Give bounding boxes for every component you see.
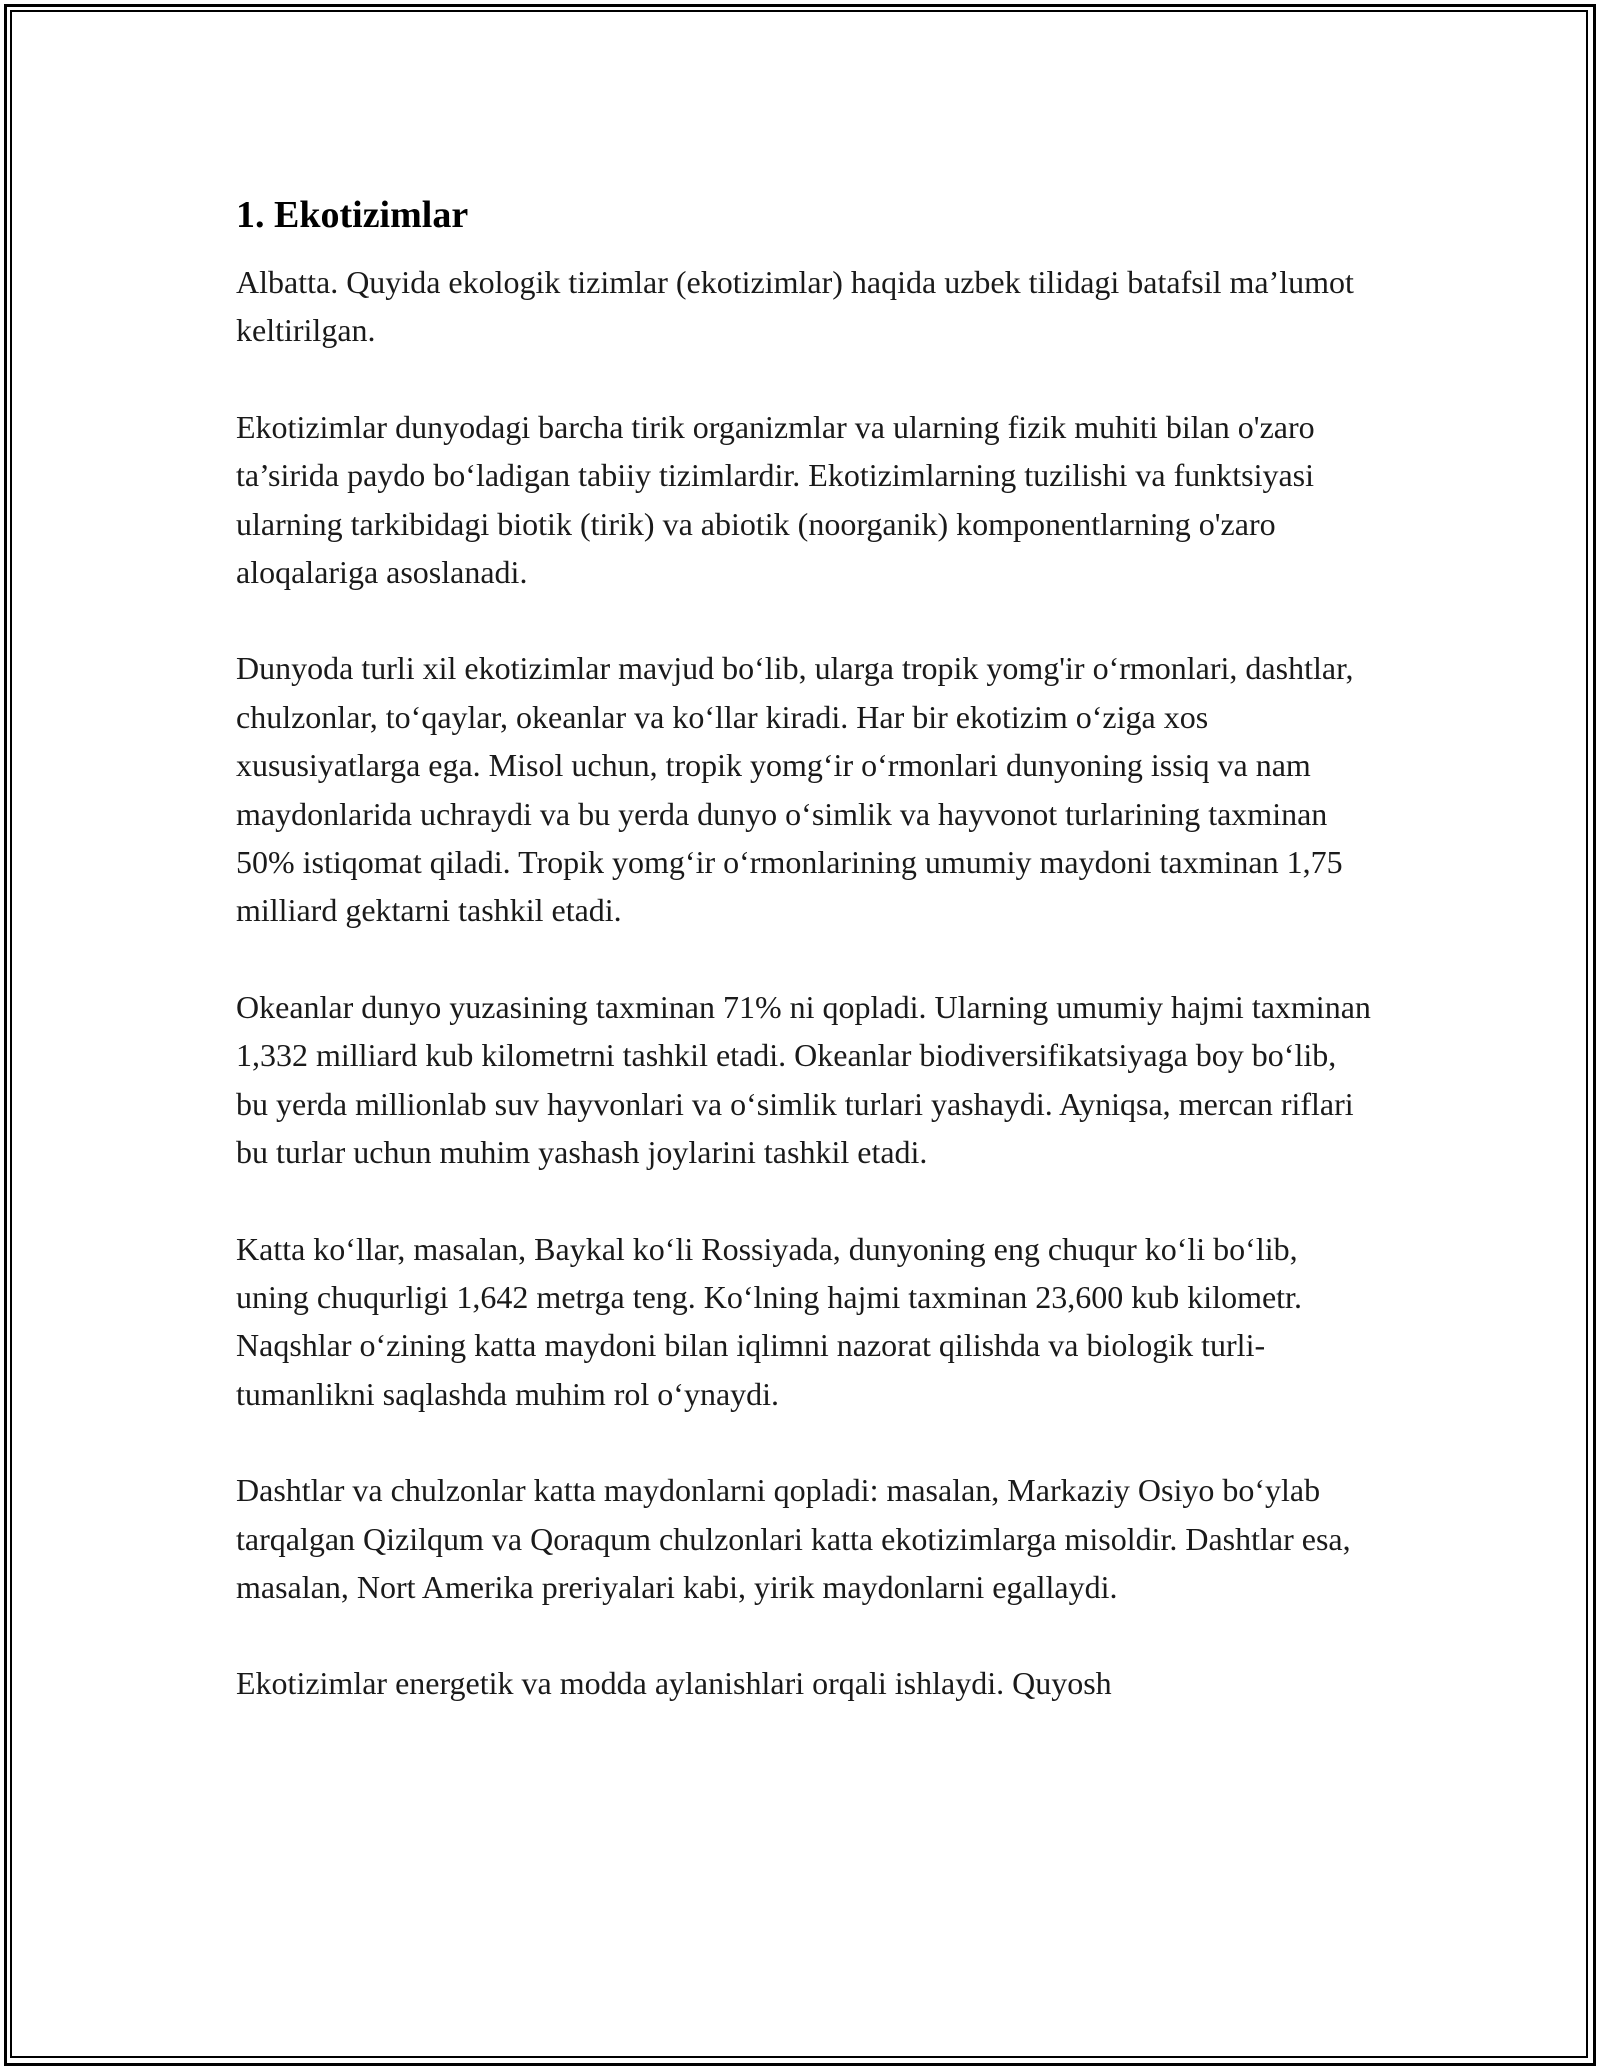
paragraph-ecosystem-types: Dunyoda turli xil ekotizimlar mavjud bo‘lib, ularga tropik yomg'ir o‘rmonlari, dashtlar, chulzonlar, to‘qaylar, okeanlar va ko‘llar kiradi. Har bir ekotizim o‘ziga xos xususiyatlarga ega. Misol uchun, tropik yomg‘ir o‘rmonlari dunyoning issiq va nam maydonlarida uchraydi va bu yerda dunyo o‘simlik va hayvonot turlarining taxminan 50% istiqomat qiladi. Tropik yomg‘ir o‘rmonlarining umumiy maydoni taxminan 1,75 milliard gektarni tashkil etadi. — [236, 650, 1354, 929]
paragraph-lakes: Katta ko‘llar, masalan, Baykal ko‘li Rossiyada, dunyoning eng chuqur ko‘li bo‘lib, uning chuqurligi 1,642 metrga teng. Ko‘lning hajmi taxminan 23,600 kub kilometr. Naqshlar o‘zining katta maydoni bilan iqlimni nazorat qilishda va biologik turli-tumanlikni saqlashda muhim rol o‘ynaydi. — [236, 1230, 1302, 1412]
paragraph-energy-cycles: Ekotizimlar energetik va modda aylanishlari orqali ishlaydi. Quyosh — [236, 1665, 1112, 1702]
document-body — [236, 186, 1376, 1756]
paragraph-definition: Ekotizimlar dunyodagi barcha tirik organizmlar va ularning fizik muhiti bilan o'zaro ta’sirida paydo bo‘ladigan tabiiy tizimlardir. Ekotizimlarning tuzilishi va funktsiyasi ularning tarkibidagi biotik (tirik) va abiotik (noorganik) komponentlarning o'zaro aloqalariga asoslanadi. — [236, 408, 1315, 591]
paragraph-oceans: Okeanlar dunyo yuzasining taxminan 71% ni qopladi. Ularning umumiy hajmi taxminan 1,332 milliard kub kilometrni tashkil etadi. Okeanlar biodiversifikatsiyaga boy bo‘lib, bu yerda millionlab suv hayvonlari va o‘simlik turlari yashaydi. Ayniqsa, mercan riflari bu turlar uchun muhim yashash joylarini tashkil etadi. — [236, 988, 1371, 1171]
section-heading: 1. Ekotizimlar — [236, 194, 469, 236]
paragraph-steppes-deserts: Dashtlar va chulzonlar katta maydonlarni qopladi: masalan, Markaziy Osiyo bo‘ylab tarqalgan Qizilqum va Qoraqum chulzonlari katta ekotizimlarga misoldir. Dashtlar esa, masalan, Nort Amerika preriyalari kabi, yirik maydonlarni egallaydi. — [236, 1472, 1351, 1605]
paragraph-intro: Albatta. Quyida ekologik tizimlar (ekotizimlar) haqida uzbek tilidagi batafsil ma’lumot keltirilgan. — [236, 264, 1354, 349]
